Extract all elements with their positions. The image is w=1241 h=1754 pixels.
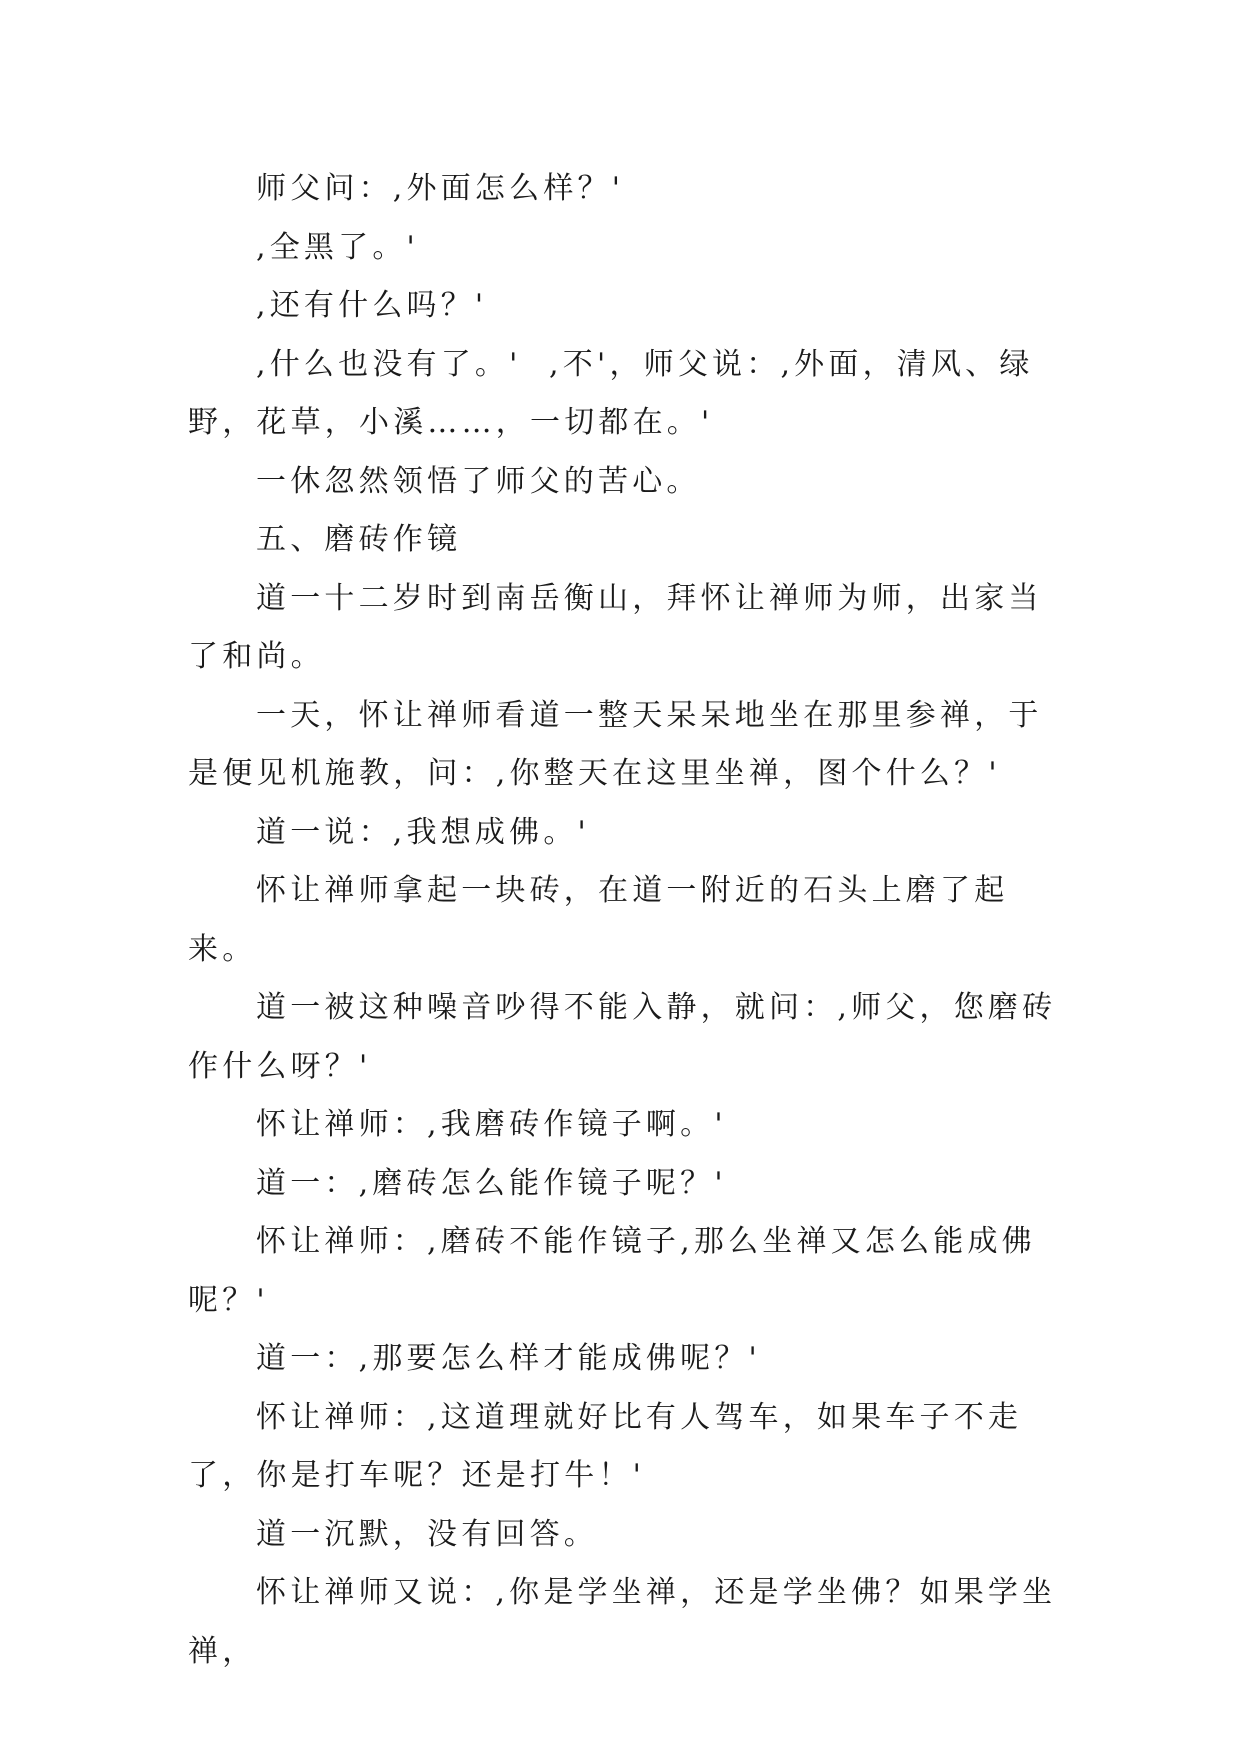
document-body: [188, 160, 1058, 1681]
paragraph: 道一说：,我想成佛。': [256, 814, 590, 850]
paragraph: 怀让禅师又说：,你是学坐禅，还是学坐佛？如果学坐禅，: [188, 1575, 1057, 1669]
paragraph: 怀让禅师：,磨砖不能作镜子,那么坐禅又怎么能成佛呢？': [188, 1224, 1036, 1318]
paragraph: 怀让禅师拿起一块砖，在道一附近的石头上磨了起来。: [188, 873, 1009, 967]
paragraph: 怀让禅师：,我磨砖作镜子啊。': [256, 1107, 727, 1142]
section-heading: 五、磨砖作镜: [256, 522, 462, 557]
paragraph: 道一被这种噪音吵得不能入静，就问：,师父，您磨砖作什么呀？': [188, 990, 1057, 1084]
paragraph: 道一：,那要怎么样才能成佛呢？': [256, 1341, 761, 1376]
paragraph: 道一十二岁时到南岳衡山，拜怀让禅师为师，出家当了和尚。: [188, 580, 1043, 674]
paragraph: 怀让禅师：,这道理就好比有人驾车，如果车子不走了，你是打车呢？还是打牛！': [188, 1399, 1023, 1493]
paragraph: ,全黑了。': [256, 229, 419, 265]
paragraph: 一休忽然领悟了师父的苦心。: [256, 463, 701, 499]
paragraph: 道一沉默，没有回答。: [256, 1516, 598, 1552]
paragraph: 道一：,磨砖怎么能作镜子呢？': [256, 1165, 727, 1201]
paragraph: 一天，怀让禅师看道一整天呆呆地坐在那里参禅，于是便见机施教，问：,你整天在这里坐禅，图个什么？': [188, 697, 1043, 791]
paragraph: ,什么也没有了。' ,不'，师父说：,外面，清风、绿野，花草，小溪……，一切都在。': [188, 346, 1034, 440]
paragraph: ,还有什么吗？': [256, 288, 488, 323]
paragraph: 师父问：,外面怎么样？': [256, 171, 625, 206]
